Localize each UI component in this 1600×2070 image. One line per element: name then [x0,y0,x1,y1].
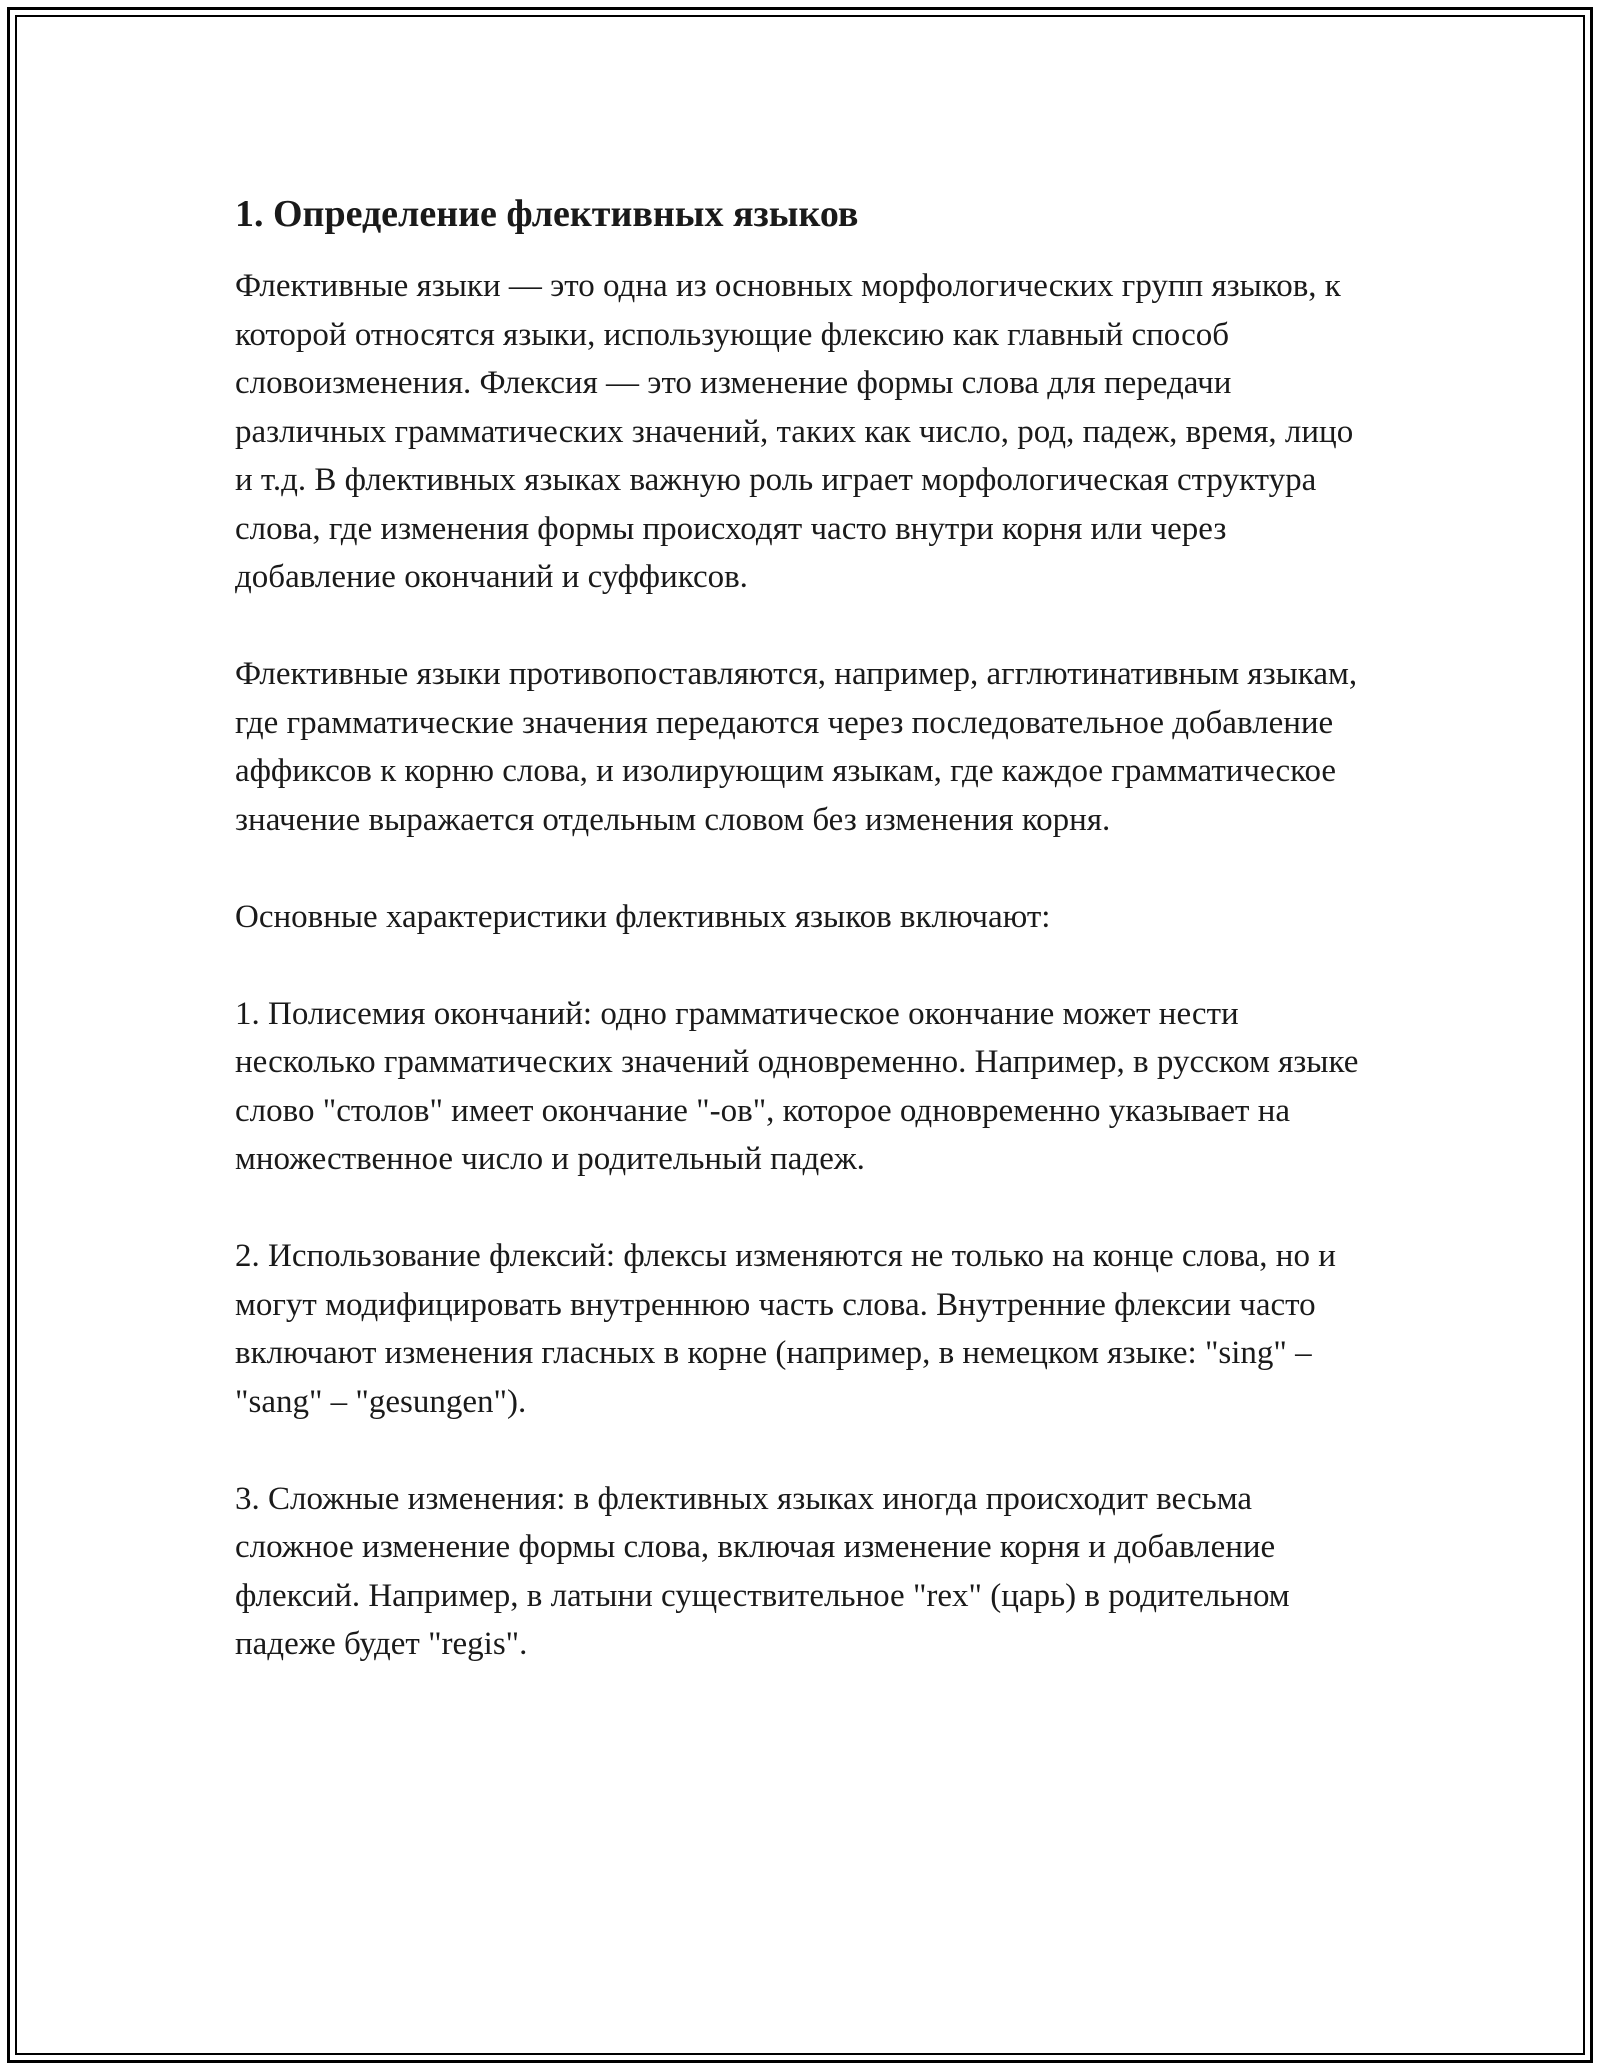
document-body [235,188,1375,1717]
paragraph-characteristics-intro: Основные характеристики флективных языков включают: [235,898,1051,935]
list-item-complex-changes: 3. Сложные изменения: в флективных языках иногда происходит весьма сложное изменение формы слова, включая изменение корня и добавление флексий. Например, в латыни существительное "rex" (царь) в родительном падеже будет "regis". [235,1480,1290,1662]
paragraph-definition: Флективные языки — это одна из основных морфологических групп языков, к которой относятся языки, использующие флексию как главный способ словоизменения. Флексия — это изменение формы слова для передачи различных грамматических значений, таких как число, род, падеж, время, лицо и т.д. В флективных языках важную роль играет морфологическая структура слова, где изменения формы происходят часто внутри корня или через добавление окончаний и суффиксов. [235,268,1354,595]
section-heading: 1. Определение флективных языков [235,193,859,235]
paragraph-contrast: Флективные языки противопоставляются, например, агглютинативным языкам, где грамматические значения передаются через последовательное добавление аффиксов к корню слова, и изолирующим языкам, где каждое грамматическое значение выражается отдельным словом без изменения корня. [235,656,1358,838]
list-item-polysemy: 1. Полисемия окончаний: одно грамматическое окончание может нести несколько грамматических значений одновременно. Например, в русском языке слово "столов" имеет окончание "-ов", которое одновременно указывает на множественное число и родительный падеж. [235,995,1359,1177]
list-item-inflections: 2. Использование флексий: флексы изменяются не только на конце слова, но и могут модифицировать внутреннюю часть слова. Внутренние флексии часто включают изменения гласных в корне (например, в немецком языке: "sing" – "sang" – "gesungen"). [235,1238,1336,1420]
